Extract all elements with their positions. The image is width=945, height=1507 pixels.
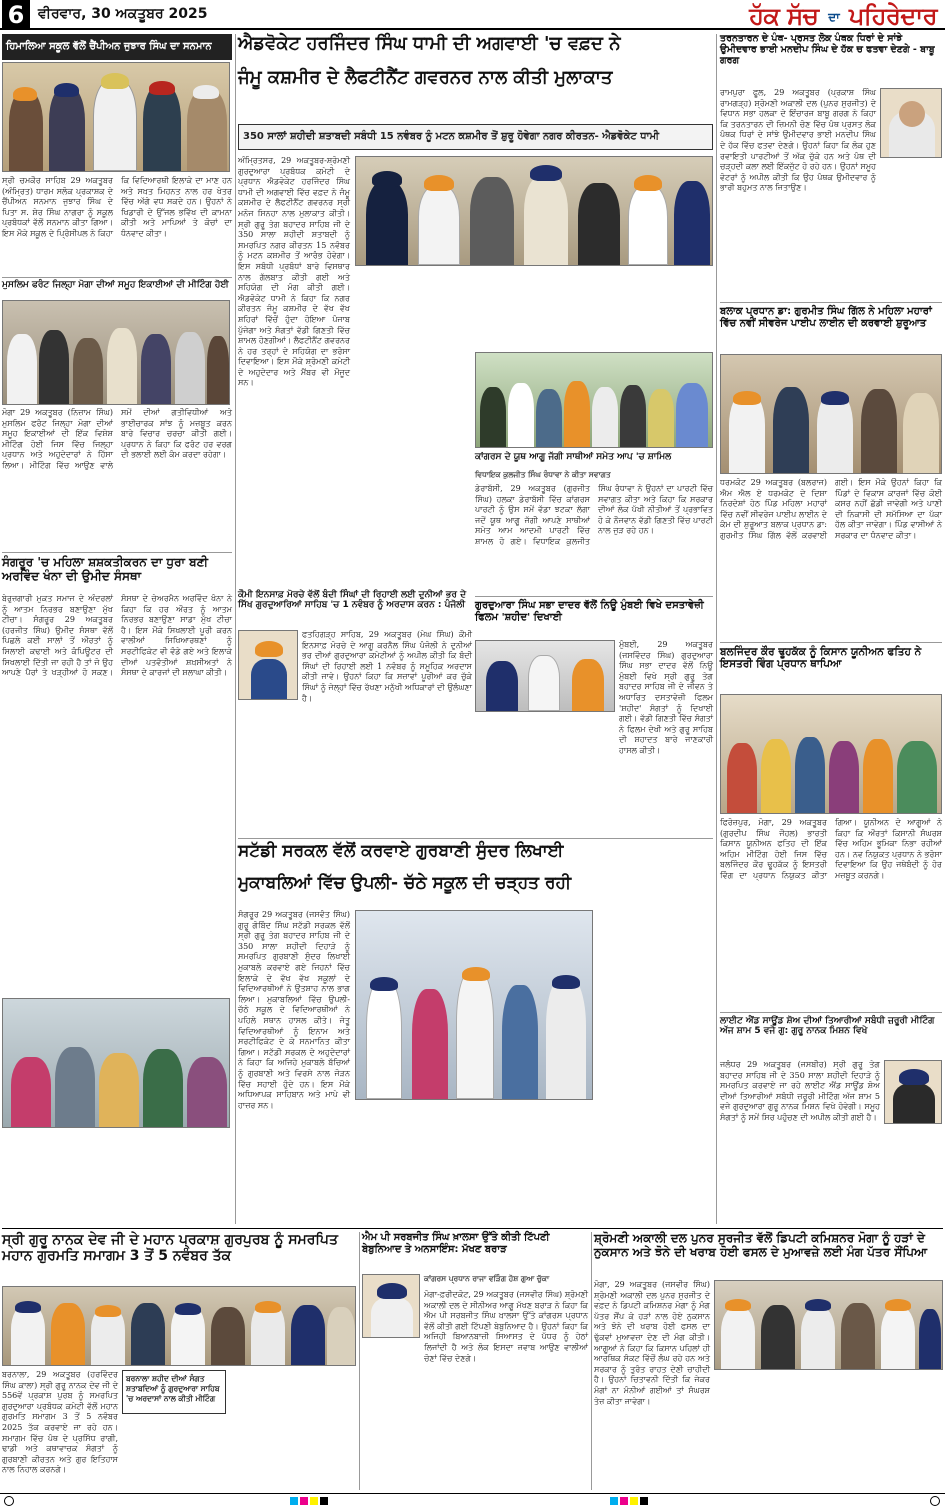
bottom-story3-body-continued (714, 1374, 943, 1490)
registration-mark-icon (4, 1496, 14, 1506)
yellow-swatch (310, 1497, 318, 1505)
lead-subheadline: 350 ਸਾਲਾਂ ਸ਼ਹੀਦੀ ਸ਼ਤਾਬਦੀ ਸਬੰਧੀ 15 ਨਵੰਬਰ ਨੂੰ ਮਟਨ ਕਸ਼ਮੀਰ ਤੋਂ ਸ਼ੁਰੂ ਹੋਵੇਗਾ ਨਗਰ ਕੀਰਤਨ- ਐਡਵੋਕੇਟ ਧਾਮੀ (238, 124, 713, 150)
black-swatch (640, 1497, 648, 1505)
dadar-photo (475, 640, 615, 712)
bottom-story1-headline: ਸ੍ਰੀ ਗੁਰੂ ਨਾਨਕ ਦੇਵ ਜੀ ਦੇ ਮਹਾਨ ਪ੍ਰਕਾਸ਼ ਗੁਰਪੁਰਬ ਨੂੰ ਸਮਰਪਿਤ ਮਹਾਨ ਗੁਰਮਤਿ ਸਮਾਗਮ 3 ਤੋਂ 5 ਨਵੰਬਰ ਤੱਕ (2, 1232, 338, 1265)
right-story4-portrait (884, 1060, 942, 1124)
right-story1-body: ਰਾਮਪੁਰਾ ਫੂਲ, 29 ਅਕਤੂਬਰ (ਪ੍ਰਕਾਸ਼ ਸਿੰਘ ਰਾਮਗੜ੍ਹ) ਸ਼੍ਰੋਮਣੀ ਅਕਾਲੀ ਦਲ (ਪੁਨਰ ਸੁਰਜੀਤ) ਦੇ ਵਿਧਾਨ ਸਭਾ ਹਲਕਾ ਦੇ ਇੰਚਾਰਜ ਬਾਬੂ ਗਰਗ ਨੇ ਕਿਹਾ ਕਿ ਤਰਨਤਾਰਨ ਦੀ ਜ਼ਿਮਨੀ ਚੋਣ ਵਿੱਚ ਪੰਥ ਪ੍ਰਸਤ ਲੋਕ ਪੰਥਕ ਧਿਰਾਂ ਦੇ ਸਾਂਝੇ ਉਮੀਦਵਾਰ ਭਾਈ ਮਨਦੀਪ ਸਿੰਘ ਦੇ ਹੱਕ ਵਿੱਚ ਫਤਵਾ ਦੇਣਗੇ। ਉਹਨਾਂ ਕਿਹਾ ਕਿ ਲੋਕ ਹੁਣ ਰਵਾਇਤੀ ਪਾਰਟੀਆਂ ਤੋਂ ਅੱਕ ਚੁੱਕੇ ਹਨ ਅਤੇ ਪੰਥ ਦੀ ਚੜ੍ਹਦੀ ਕਲਾ ਲਈ ਇੱਕਜੁੱਟ ਹੋ ਰਹੇ ਹਨ। ਉਹਨਾਂ ਸਮੂਹ ਵੋਟਰਾਂ ਨੂੰ ਅਪੀਲ ਕੀਤੀ ਕਿ ਉਹ ਪੰਥਕ ਉਮੀਦਵਾਰ ਨੂੰ ਭਾਰੀ ਬਹੁਮਤ ਨਾਲ ਜਿਤਾਉਣ। (720, 88, 876, 193)
dadar-headline: ਗੁਰਦੁਆਰਾ ਸਿੰਘ ਸਭਾ ਦਾਦਰ ਵੱਲੋਂ ਨਿਊ ਮੁੰਬਈ ਵਿਖੇ ਦਸਤਾਵੇਜ਼ੀ ਫਿਲਮ 'ਸ਼ਹੀਦ' ਦਿਖਾਈ (475, 600, 704, 623)
lead-body: ਅੰਮ੍ਰਿਤਸਰ, 29 ਅਕਤੂਬਰ-ਸ਼੍ਰੋਮਣੀ ਗੁਰਦੁਆਰਾ ਪ੍ਰਬੰਧਕ ਕਮੇਟੀ ਦੇ ਪ੍ਰਧਾਨ ਐਡਵੋਕੇਟ ਹਰਜਿੰਦਰ ਸਿੰਘ ਧਾਮੀ ਦੀ ਅਗਵਾਈ ਵਿੱਚ ਵਫ਼ਦ ਨੇ ਜੰਮੂ ਕਸ਼ਮੀਰ ਦੇ ਲੈਫਟੀਨੈਂਟ ਗਵਰਨਰ ਸ੍ਰੀ ਮਨੋਜ ਸਿਨਹਾ ਨਾਲ ਮੁਲਾਕਾਤ ਕੀਤੀ। ਸ੍ਰੀ ਗੁਰੂ ਤੇਗ ਬਹਾਦਰ ਸਾਹਿਬ ਜੀ ਦੇ 350 ਸਾਲਾ ਸ਼ਹੀਦੀ ਸ਼ਤਾਬਦੀ ਨੂੰ ਸਮਰਪਿਤ ਨਗਰ ਕੀਰਤਨ 15 ਨਵੰਬਰ ਨੂੰ ਮਟਨ ਕਸ਼ਮੀਰ ਤੋਂ ਆਰੰਭ ਹੋਵੇਗਾ। ਇਸ ਸਬੰਧੀ ਪ੍ਰਬੰਧਾਂ ਬਾਰੇ ਵਿਸਥਾਰ ਨਾਲ ਗੱਲਬਾਤ ਕੀਤੀ ਗਈ ਅਤੇ ਸਹਿਯੋਗ ਦੀ ਮੰਗ ਕੀਤੀ ਗਈ। ਐਡਵੋਕੇਟ ਧਾਮੀ ਨੇ ਕਿਹਾ ਕਿ ਨਗਰ ਕੀਰਤਨ ਜੰਮੂ ਕਸ਼ਮੀਰ ਦੇ ਵੱਖ ਵੱਖ ਸ਼ਹਿਰਾਂ ਵਿੱਚੋਂ ਹੁੰਦਾ ਹੋਇਆ ਪੰਜਾਬ ਪੁੱਜੇਗਾ ਅਤੇ ਸੰਗਤਾਂ ਵੱਡੀ ਗਿਣਤੀ ਵਿੱਚ ਸ਼ਾਮਲ ਹੋਣਗੀਆਂ। ਲੈਫਟੀਨੈਂਟ ਗਵਰਨਰ ਨੇ ਹਰ ਤਰ੍ਹਾਂ ਦੇ ਸਹਿਯੋਗ ਦਾ ਭਰੋਸਾ ਦਿਵਾਇਆ। ਇਸ ਮੌਕੇ ਸ਼੍ਰੋਮਣੀ ਕਮੇਟੀ ਦੇ ਅਹੁਦੇਦਾਰ ਅਤੇ ਮੈਂਬਰ ਵੀ ਮੌਜੂਦ ਸਨ। (238, 156, 350, 388)
cyan-swatch (290, 1497, 298, 1505)
right-story3-headline: ਬਲਜਿੰਦਰ ਕੌਰ ਢੂਹਕੱਕ ਨੂੰ ਕਿਸਾਨ ਯੂਨੀਅਨ ਫਤਿਹ ਨੇ ਇਸਤਰੀ ਵਿੰਗ ਪ੍ਰਧਾਨ ਥਾਪਿਆ (720, 646, 922, 671)
bottom-story3-headline: ਸ਼੍ਰੋਮਣੀ ਅਕਾਲੀ ਦਲ ਪੁਨਰ ਸੁਰਜੀਤ ਵੱਲੋਂ ਡਿਪਟੀ ਕਮਿਸ਼ਨਰ ਮੋਗਾ ਨੂੰ ਹੜਾਂ ਦੇ ਨੁਕਸਾਨ ਅਤੇ ਝੋਨੇ ਦੀ ਖਰਾਬ ਹੋਈ ਫਸਲ ਦੇ ਮੁਆਵਜ਼ੇ ਲਈ ਮੰਗ ਪੱਤਰ ਸੌਂਪਿਆ (594, 1231, 927, 1259)
brand-left: ਹੱਕ ਸੱਚ (749, 2, 819, 30)
dadar-body: ਮੁੰਬਈ, 29 ਅਕਤੂਬਰ (ਜਸਵਿੰਦਰ ਸਿੰਘ) ਗੁਰਦੁਆਰਾ ਸਿੰਘ ਸਭਾ ਦਾਦਰ ਵੱਲੋਂ ਨਿਊ ਮੁੰਬਈ ਵਿਖੇ ਸ੍ਰੀ ਗੁਰੂ ਤੇਗ ਬਹਾਦਰ ਸਾਹਿਬ ਜੀ ਦੇ ਜੀਵਨ ਤੇ ਅਧਾਰਿਤ ਦਸਤਾਵੇਜ਼ੀ ਫਿਲਮ 'ਸ਼ਹੀਦ' ਸੰਗਤਾਂ ਨੂੰ ਦਿਖਾਈ ਗਈ। ਵੱਡੀ ਗਿਣਤੀ ਵਿੱਚ ਸੰਗਤਾਂ ਨੇ ਫਿਲਮ ਦੇਖੀ ਅਤੇ ਗੁਰੂ ਸਾਹਿਬ ਦੀ ਸ਼ਹਾਦਤ ਬਾਰੇ ਜਾਣਕਾਰੀ ਹਾਸਲ ਕੀਤੀ। (619, 640, 713, 755)
cyan-swatch (610, 1497, 618, 1505)
black-swatch (320, 1497, 328, 1505)
page-number: 6 (2, 0, 30, 30)
magenta-swatch (620, 1497, 628, 1505)
congress-headline: ਕਾਂਗਰਸ ਦੇ ਯੂਥ ਆਗੂ ਜੱਗੀ ਸਾਥੀਆਂ ਸਮੇਤ ਆਪ 'ਚ ਸ਼ਾਮਿਲ (475, 452, 672, 462)
left-story1-body: ਸ੍ਰੀ ਚਮਕੌਰ ਸਾਹਿਬ 29 ਅਕਤੂਬਰ (ਅੰਮ੍ਰਿਤ) ਧਾਰਮ ਸਲੋਕ ਪ੍ਰਕਾਸ਼ਕ ਦੇ ਚੈਂਪੀਅਨ ਸਨਮਾਨ ਜੁਝਾਰ ਸਿੰਘ ਦੇ ਪਿਤਾ ਸ. ਸ਼ੇਰ ਸਿੰਘ ਨਾਗਰਾ ਨੂੰ ਸਕੂਲ ਪ੍ਰਬੰਧਕਾਂ ਵੱਲੋਂ ਸਨਮਾਨ ਕੀਤਾ ਗਿਆ। ਇਸ ਮੌਕੇ ਸਕੂਲ ਦੇ ਪ੍ਰਿੰਸੀਪਲ ਨੇ ਕਿਹਾ ਕਿ ਵਿਦਿਆਰਥੀ ਇਲਾਕੇ ਦਾ ਮਾਣ ਹਨ ਅਤੇ ਸਖ਼ਤ ਮਿਹਨਤ ਨਾਲ ਹਰ ਖੇਤਰ ਵਿੱਚ ਅੱਗੇ ਵਧ ਸਕਦੇ ਹਨ। ਉਹਨਾਂ ਨੇ ਖਿਡਾਰੀ ਦੇ ਉੱਜਲ ਭਵਿੱਖ ਦੀ ਕਾਮਨਾ ਕੀਤੀ ਅਤੇ ਮਾਪਿਆਂ ਤੇ ਕੋਚਾਂ ਦਾ ਧੰਨਵਾਦ ਕੀਤਾ। (2, 176, 232, 238)
gurbani-headline-line2: ਮੁਕਾਬਲਿਆਂ ਵਿੱਚ ਉਪਲੀ- ਚੱਠੇ ਸਕੂਲ ਦੀ ਚੜ੍ਹਤ ਰਹੀ (238, 873, 572, 893)
bottom-story2-headline: ਐਮ ਪੀ ਸਰਬਜੀਤ ਸਿੰਘ ਖ਼ਾਲਸਾ ਉੱਤੇ ਕੀਤੀ ਟਿੱਪਣੀ ਬੇਬੁਨਿਆਦ ਤੇ ਅਨਸਾਇੰਸ: ਮੱਖਣ ਬਰਾੜ (362, 1232, 550, 1255)
right-story2-photo (720, 354, 942, 474)
gurbani-body-under-photo (355, 1104, 593, 1210)
bottom-story2-sub: ਕਾਂਗਰਸ ਪ੍ਰਧਾਨ ਰਾਜਾ ਵੜਿੰਗ ਹੋਸ਼ ਗੁਆ ਚੁੱਕਾ (424, 1274, 550, 1283)
left-story2-photo (2, 300, 230, 405)
bottom-story1-sub: ਬਰਨਾਲਾ ਸ਼ਹੀਦ ਦੀਆਂ ਸੰਗਤ ਸ਼ਤਾਬਦਿਆਂ ਨੂੰ ਗੁਰਦੁਆਰਾ ਸਾਹਿਬ 'ਚ ਅਰਦਾਸਾਂ ਨਾਲ ਕੀਤੀ ਮੀਟਿੰਗ (122, 1370, 226, 1414)
lead-body-sidebar (355, 374, 471, 614)
left-story3-body: ਬੇਰੁਜ਼ਗਾਰੀ ਮੁਕਤ ਸਮਾਜ ਦੇ ਅੰਦਰਲਾਂ ਨੂੰ ਆਤਮ ਨਿਰਭਰ ਬਣਾਉਣਾ ਮੁੱਖ ਟੀਚਾ। ਸੰਗਰੂਰ 29 ਅਕਤੂਬਰ (ਹਰਜੀਤ ਸਿੰਘ) ਉਮੀਦ ਸੰਸਥਾ ਵੱਲੋਂ ਪਿਛਲੇ ਕਈ ਸਾਲਾਂ ਤੋਂ ਔਰਤਾਂ ਨੂੰ ਸਿਲਾਈ ਕਢਾਈ ਅਤੇ ਕੰਪਿਊਟਰ ਦੀ ਸਿਖਲਾਈ ਦਿੱਤੀ ਜਾ ਰਹੀ ਹੈ ਤਾਂ ਜੋ ਉਹ ਆਪਣੇ ਪੈਰਾਂ ਤੇ ਖੜ੍ਹੀਆਂ ਹੋ ਸਕਣ। ਸੰਸਥਾ ਦੇ ਚੇਅਰਮੈਨ ਅਰਵਿੰਦ ਖੰਨਾ ਨੇ ਕਿਹਾ ਕਿ ਹਰ ਔਰਤ ਨੂੰ ਆਤਮ ਨਿਰਭਰ ਬਣਾਉਣਾ ਸਾਡਾ ਮੁੱਖ ਟੀਚਾ ਹੈ। ਇਸ ਮੌਕੇ ਸਿਖਲਾਈ ਪੂਰੀ ਕਰਨ ਵਾਲੀਆਂ ਸਿਖਿਆਰਥਣਾਂ ਨੂੰ ਸਰਟੀਫਿਕੇਟ ਵੀ ਵੰਡੇ ਗਏ ਅਤੇ ਇਲਾਕੇ ਦੀਆਂ ਪਤਵੰਤੀਆਂ ਸ਼ਖ਼ਸੀਅਤਾਂ ਨੇ ਸੰਸਥਾ ਦੇ ਕਾਰਜਾਂ ਦੀ ਸ਼ਲਾਘਾ ਕੀਤੀ। (2, 594, 232, 678)
right-story3-photo (720, 694, 942, 814)
panjoli-portrait (238, 630, 298, 700)
right-story2-headline: ਬਲਾਕ ਪ੍ਰਧਾਨ ਡਾ: ਗੁਰਮੀਤ ਸਿੰਘ ਗਿੱਲ ਨੇ ਮਹਿਲਾ ਮਹਾਰਾਂ ਵਿੱਚ ਨਵੀਂ ਸੀਵਰੇਜ ਪਾਈਪ ਲਾਈਨ ਦੀ ਕਰਵਾਈ ਸ਼ੁਰੂਆਤ (720, 306, 932, 329)
gurbani-photo (355, 910, 593, 1100)
left-story1-headline: ਹਿਮਾਲਿਆ ਸਕੂਲ ਵੱਲੋਂ ਚੈਂਪੀਅਨ ਜੁਝਾਰ ਸਿੰਘ ਦਾ ਸਨਮਾਨ (6, 41, 212, 52)
brand-right: ਪਹਿਰੇਦਾਰ (849, 2, 937, 30)
congress-subheadline: ਵਿਧਾਇਕ ਕੁਲਜੀਤ ਸਿੰਘ ਰੰਧਾਵਾ ਨੇ ਕੀਤਾ ਸਵਾਗਤ (475, 470, 611, 479)
right-story4-headline: ਲਾਈਟ ਐਂਡ ਸਾਊਂਡ ਸ਼ੋਅ ਦੀਆਂ ਤਿਆਰੀਆਂ ਸਬੰਧੀ ਜ਼ਰੂਰੀ ਮੀਟਿੰਗ ਅੱਜ ਸ਼ਾਮ 5 ਵਜੇ ਗੁ: ਗੁਰੂ ਨਾਨਕ ਮਿਸ਼ਨ ਵਿਖੇ (720, 1016, 935, 1037)
print-registration-bar (0, 1493, 945, 1507)
gurbani-headline-line1: ਸਟੱਡੀ ਸਰਕਲ ਵੱਲੋਂ ਕਰਵਾਏ ਗੁਰਬਾਣੀ ਸੁੰਦਰ ਲਿਖਾਈ (238, 841, 564, 861)
makhan-brar-portrait (362, 1274, 420, 1338)
gurbani-body: ਸੰਗਰੂਰ 29 ਅਕਤੂਬਰ (ਜਸਵੰਤ ਸਿੰਘ) ਗੁਰੂ ਗੋਬਿੰਦ ਸਿੰਘ ਸਟੱਡੀ ਸਰਕਲ ਵੱਲੋਂ ਸ੍ਰੀ ਗੁਰੂ ਤੇਗ ਬਹਾਦਰ ਸਾਹਿਬ ਜੀ ਦੇ 350 ਸਾਲਾ ਸ਼ਹੀਦੀ ਦਿਹਾੜੇ ਨੂੰ ਸਮਰਪਿਤ ਗੁਰਬਾਣੀ ਸੁੰਦਰ ਲਿਖਾਈ ਮੁਕਾਬਲੇ ਕਰਵਾਏ ਗਏ ਜਿਹਨਾਂ ਵਿੱਚ ਇਲਾਕੇ ਦੇ ਵੱਖ ਵੱਖ ਸਕੂਲਾਂ ਦੇ ਵਿਦਿਆਰਥੀਆਂ ਨੇ ਉਤਸ਼ਾਹ ਨਾਲ ਭਾਗ ਲਿਆ। ਮੁਕਾਬਲਿਆਂ ਵਿੱਚ ਉਪਲੀ- ਚੱਠੇ ਸਕੂਲ ਦੇ ਵਿਦਿਆਰਥੀਆਂ ਨੇ ਪਹਿਲੇ ਸਥਾਨ ਹਾਸਲ ਕੀਤੇ। ਜੇਤੂ ਵਿਦਿਆਰਥੀਆਂ ਨੂੰ ਇਨਾਮ ਅਤੇ ਸਰਟੀਫਿਕੇਟ ਦੇ ਕੇ ਸਨਮਾਨਿਤ ਕੀਤਾ ਗਿਆ। ਸਟੱਡੀ ਸਰਕਲ ਦੇ ਅਹੁਦੇਦਾਰਾਂ ਨੇ ਕਿਹਾ ਕਿ ਅਜਿਹੇ ਮੁਕਾਬਲੇ ਬੱਚਿਆਂ ਨੂੰ ਗੁਰਬਾਣੀ ਅਤੇ ਵਿਰਸੇ ਨਾਲ ਜੋੜਨ ਵਿੱਚ ਸਹਾਈ ਹੁੰਦੇ ਹਨ। ਇਸ ਮੌਕੇ ਅਧਿਆਪਕ ਸਾਹਿਬਾਨ ਅਤੇ ਮਾਪੇ ਵੀ ਹਾਜ਼ਰ ਸਨ। (238, 910, 350, 1110)
registration-mark-icon (930, 1496, 940, 1506)
brand-connector: ਦਾ (828, 9, 840, 24)
gurbani-body-continued (597, 910, 713, 1210)
congress-body: ਡੇਰਾਬੱਸੀ, 29 ਅਕਤੂਬਰ (ਗੁਰਜੀਤ ਸਿੰਘ) ਹਲਕਾ ਡੇਰਾਬੱਸੀ ਵਿੱਚ ਕਾਂਗਰਸ ਪਾਰਟੀ ਨੂੰ ਉਸ ਸਮੇਂ ਵੱਡਾ ਝਟਕਾ ਲੱਗਾ ਜਦੋਂ ਯੂਥ ਆਗੂ ਜੱਗੀ ਆਪਣੇ ਸਾਥੀਆਂ ਸਮੇਤ ਆਮ ਆਦਮੀ ਪਾਰਟੀ ਵਿੱਚ ਸ਼ਾਮਲ ਹੋ ਗਏ। ਵਿਧਾਇਕ ਕੁਲਜੀਤ ਸਿੰਘ ਰੰਧਾਵਾ ਨੇ ਉਹਨਾਂ ਦਾ ਪਾਰਟੀ ਵਿੱਚ ਸਵਾਗਤ ਕੀਤਾ ਅਤੇ ਕਿਹਾ ਕਿ ਸਰਕਾਰ ਦੀਆਂ ਲੋਕ ਪੱਖੀ ਨੀਤੀਆਂ ਤੋਂ ਪ੍ਰਭਾਵਿਤ ਹੋ ਕੇ ਨੌਜਵਾਨ ਵੱਡੀ ਗਿਣਤੀ ਵਿੱਚ ਪਾਰਟੀ ਨਾਲ ਜੁੜ ਰਹੇ ਹਨ। (475, 484, 713, 546)
magenta-swatch (300, 1497, 308, 1505)
right-story4-body: ਜਲੰਧਰ 29 ਅਕਤੂਬਰ (ਜਸਬੀਰ) ਸ੍ਰੀ ਗੁਰੂ ਤੇਗ ਬਹਾਦਰ ਸਾਹਿਬ ਜੀ ਦੇ 350 ਸਾਲਾ ਸ਼ਹੀਦੀ ਦਿਹਾੜੇ ਨੂੰ ਸਮਰਪਿਤ ਕਰਵਾਏ ਜਾ ਰਹੇ ਲਾਈਟ ਐਂਡ ਸਾਊਂਡ ਸ਼ੋਅ ਦੀਆਂ ਤਿਆਰੀਆਂ ਸਬੰਧੀ ਜ਼ਰੂਰੀ ਮੀਟਿੰਗ ਅੱਜ ਸ਼ਾਮ 5 ਵਜੇ ਗੁਰਦੁਆਰਾ ਗੁਰੂ ਨਾਨਕ ਮਿਸ਼ਨ ਵਿਖੇ ਹੋਵੇਗੀ। ਸਮੂਹ ਸੰਗਤਾਂ ਨੂੰ ਸਮੇਂ ਸਿਰ ਪਹੁੰਚਣ ਦੀ ਅਪੀਲ ਕੀਤੀ ਗਈ ਹੈ। (720, 1060, 880, 1122)
babu-garg-portrait (880, 88, 942, 158)
left-story2-headline: ਮੁਸਲਿਮ ਫਰੰਟ ਜਿਲ੍ਹਾ ਮੋਗਾ ਦੀਆਂ ਸਮੂਹ ਇਕਾਈਆਂ ਦੀ ਮੀਟਿੰਗ ਹੋਈ (2, 280, 229, 290)
masthead (0, 0, 945, 30)
bottom-story2-body: ਮੋਗਾ-ਫ਼ਰੀਦਕੋਟ, 29 ਅਕਤੂਬਰ (ਜਸਵੀਰ ਸਿੰਘ) ਸ਼੍ਰੋਮਣੀ ਅਕਾਲੀ ਦਲ ਦੇ ਸੀਨੀਅਰ ਆਗੂ ਮੱਖਣ ਬਰਾੜ ਨੇ ਕਿਹਾ ਕਿ ਐਮ ਪੀ ਸਰਬਜੀਤ ਸਿੰਘ ਖ਼ਾਲਸਾ ਉੱਤੇ ਕਾਂਗਰਸ ਪ੍ਰਧਾਨ ਵੱਲੋਂ ਕੀਤੀ ਗਈ ਟਿੱਪਣੀ ਬੇਬੁਨਿਆਦ ਹੈ। ਉਹਨਾਂ ਕਿਹਾ ਕਿ ਅਜਿਹੀ ਬਿਆਨਬਾਜ਼ੀ ਸਿਆਸਤ ਦੇ ਪੱਧਰ ਨੂੰ ਹੇਠਾਂ ਲਿਜਾਂਦੀ ਹੈ ਅਤੇ ਲੋਕ ਇਸਦਾ ਜਵਾਬ ਆਉਣ ਵਾਲੀਆਂ ਚੋਣਾਂ ਵਿੱਚ ਦੇਣਗੇ। (424, 1290, 588, 1363)
left-story2-body: ਮੋਗਾ 29 ਅਕਤੂਬਰ (ਨਿਜ਼ਾਮ ਸਿੰਘ) ਮੁਸਲਿਮ ਫਰੰਟ ਜਿਲ੍ਹਾ ਮੋਗਾ ਦੀਆਂ ਸਮੂਹ ਇਕਾਈਆਂ ਦੀ ਇੱਕ ਵਿਸ਼ੇਸ਼ ਮੀਟਿੰਗ ਹੋਈ ਜਿਸ ਵਿੱਚ ਜਿਲ੍ਹਾ ਪ੍ਰਧਾਨ ਅਤੇ ਅਹੁਦੇਦਾਰਾਂ ਨੇ ਹਿੱਸਾ ਲਿਆ। ਮੀਟਿੰਗ ਵਿੱਚ ਆਉਣ ਵਾਲੇ ਸਮੇਂ ਦੀਆਂ ਗਤੀਵਿਧੀਆਂ ਅਤੇ ਭਾਈਚਾਰਕ ਸਾਂਝ ਨੂੰ ਮਜ਼ਬੂਤ ਕਰਨ ਬਾਰੇ ਵਿਚਾਰ ਚਰਚਾ ਕੀਤੀ ਗਈ। ਪ੍ਰਧਾਨ ਨੇ ਕਿਹਾ ਕਿ ਫਰੰਟ ਹਰ ਵਰਗ ਦੀ ਭਲਾਈ ਲਈ ਕੰਮ ਕਰਦਾ ਰਹੇਗਾ। (2, 408, 232, 470)
congress-photo (475, 352, 713, 448)
bottom-story3-photo (714, 1280, 943, 1370)
newspaper-brand (749, 2, 937, 30)
bottom-story1-photo (2, 1286, 356, 1366)
left-story1-headline-box (2, 34, 232, 60)
left-story1-photo (2, 62, 230, 172)
bottom-story1-body-continued (230, 1370, 356, 1490)
date-line: ਵੀਰਵਾਰ, 30 ਅਕਤੂਬਰ 2025 (38, 6, 208, 22)
yellow-swatch (630, 1497, 638, 1505)
panjoli-body: ਫਤਹਿਗੜ੍ਹ ਸਾਹਿਬ, 29 ਅਕਤੂਬਰ (ਮੇਘ ਸਿੰਘ) ਕੌਮੀ ਇਨਸਾਫ਼ ਮੋਰਚੇ ਦੇ ਆਗੂ ਕਰਨੈਲ ਸਿੰਘ ਪੰਜੋਲੀ ਨੇ ਦੁਨੀਆਂ ਭਰ ਦੀਆਂ ਗੁਰਦੁਆਰਾ ਕਮੇਟੀਆਂ ਨੂੰ ਅਪੀਲ ਕੀਤੀ ਕਿ ਬੰਦੀ ਸਿੰਘਾਂ ਦੀ ਰਿਹਾਈ ਲਈ 1 ਨਵੰਬਰ ਨੂੰ ਸਮੂਹਿਕ ਅਰਦਾਸ ਕੀਤੀ ਜਾਵੇ। ਉਹਨਾਂ ਕਿਹਾ ਕਿ ਸਜ਼ਾਵਾਂ ਪੂਰੀਆਂ ਕਰ ਚੁੱਕੇ ਸਿੰਘਾਂ ਨੂੰ ਜੇਲ੍ਹਾਂ ਵਿੱਚ ਰੱਖਣਾ ਮਨੁੱਖੀ ਅਧਿਕਾਰਾਂ ਦੀ ਉਲੰਘਣਾ ਹੈ। (302, 630, 472, 703)
lead-headline-line1: ਐਡਵੋਕੇਟ ਹਰਜਿੰਦਰ ਸਿੰਘ ਧਾਮੀ ਦੀ ਅਗਵਾਈ 'ਚ ਵਫ਼ਦ ਨੇ (238, 33, 621, 54)
left-story3-photo (2, 998, 230, 1128)
right-story2-body: ਧਰਮਕੋਟ 29 ਅਕਤੂਬਰ (ਬਲਰਾਜ) ਐਮ ਐਲ ਏ ਧਰਮਕੋਟ ਦੇ ਦਿਸ਼ਾ ਨਿਰਦੇਸ਼ਾਂ ਹੇਠ ਪਿੰਡ ਮਹਿਲਾ ਮਹਾਰਾਂ ਵਿੱਚ ਨਵੀਂ ਸੀਵਰੇਜ ਪਾਈਪ ਲਾਈਨ ਦੇ ਕੰਮ ਦੀ ਸ਼ੁਰੂਆਤ ਬਲਾਕ ਪ੍ਰਧਾਨ ਡਾ: ਗੁਰਮੀਤ ਸਿੰਘ ਗਿੱਲ ਵੱਲੋਂ ਕਰਵਾਈ ਗਈ। ਇਸ ਮੌਕੇ ਉਹਨਾਂ ਕਿਹਾ ਕਿ ਪਿੰਡਾਂ ਦੇ ਵਿਕਾਸ ਕਾਰਜਾਂ ਵਿੱਚ ਕੋਈ ਕਸਰ ਨਹੀਂ ਛੱਡੀ ਜਾਵੇਗੀ ਅਤੇ ਪਾਣੀ ਦੀ ਨਿਕਾਸੀ ਦੀ ਸਮੱਸਿਆ ਦਾ ਪੱਕਾ ਹੱਲ ਕੀਤਾ ਜਾਵੇਗਾ। ਪਿੰਡ ਵਾਸੀਆਂ ਨੇ ਸਰਕਾਰ ਦਾ ਧੰਨਵਾਦ ਕੀਤਾ। (720, 478, 942, 540)
panjoli-headline: ਕੌਮੀ ਇਨਸਾਫ਼ ਮੋਰਚੇ ਵੱਲੋਂ ਬੰਦੀ ਸਿੰਘਾਂ ਦੀ ਰਿਹਾਈ ਲਈ ਦੁਨੀਆਂ ਭਰ ਦੇ ਸਿੱਖ ਗੁਰਦੁਆਰਿਆਂ ਸਾਹਿਬ 'ਚ 1 ਨਵੰਬਰ ਨੂੰ ਅਰਦਾਸ ਕਰਨ : ਪੰਜੋਲੀ (238, 590, 467, 611)
right-story3-body: ਫਿਰੋਜ਼ਪੁਰ, ਮੋਗਾ, 29 ਅਕਤੂਬਰ (ਗੁਰਦੀਪ ਸਿੰਘ ਜੌਹਲ) ਭਾਰਤੀ ਕਿਸਾਨ ਯੂਨੀਅਨ ਫਤਿਹ ਦੀ ਇੱਕ ਅਹਿਮ ਮੀਟਿੰਗ ਹੋਈ ਜਿਸ ਵਿੱਚ ਬਲਜਿੰਦਰ ਕੌਰ ਢੂਹਕੱਕ ਨੂੰ ਇਸਤਰੀ ਵਿੰਗ ਦਾ ਪ੍ਰਧਾਨ ਨਿਯੁਕਤ ਕੀਤਾ ਗਿਆ। ਯੂਨੀਅਨ ਦੇ ਆਗੂਆਂ ਨੇ ਕਿਹਾ ਕਿ ਔਰਤਾਂ ਕਿਸਾਨੀ ਸੰਘਰਸ਼ ਵਿੱਚ ਅਹਿਮ ਭੂਮਿਕਾ ਨਿਭਾ ਰਹੀਆਂ ਹਨ। ਨਵ ਨਿਯੁਕਤ ਪ੍ਰਧਾਨ ਨੇ ਭਰੋਸਾ ਦਿਵਾਇਆ ਕਿ ਉਹ ਜਥੇਬੰਦੀ ਨੂੰ ਹੋਰ ਮਜ਼ਬੂਤ ਕਰਨਗੇ। (720, 818, 942, 880)
bottom-story1-body: ਬਰਨਾਲਾ, 29 ਅਕਤੂਬਰ (ਹਰਵਿੰਦਰ ਸਿੰਘ ਕਾਲਾ) ਸ੍ਰੀ ਗੁਰੂ ਨਾਨਕ ਦੇਵ ਜੀ ਦੇ 556ਵੇਂ ਪ੍ਰਕਾਸ਼ ਪੁਰਬ ਨੂੰ ਸਮਰਪਿਤ ਗੁਰਦੁਆਰਾ ਪ੍ਰਬੰਧਕ ਕਮੇਟੀ ਵੱਲੋਂ ਮਹਾਨ ਗੁਰਮਤਿ ਸਮਾਗਮ 3 ਤੋਂ 5 ਨਵੰਬਰ 2025 ਤੱਕ ਕਰਵਾਏ ਜਾ ਰਹੇ ਹਨ। ਸਮਾਗਮ ਵਿੱਚ ਪੰਥ ਦੇ ਪ੍ਰਸਿੱਧ ਰਾਗੀ, ਢਾਡੀ ਅਤੇ ਕਥਾਵਾਚਕ ਸੰਗਤਾਂ ਨੂੰ ਗੁਰਬਾਣੀ ਕੀਰਤਨ ਅਤੇ ਗੁਰ ਇਤਿਹਾਸ ਨਾਲ ਨਿਹਾਲ ਕਰਨਗੇ। (2, 1370, 118, 1475)
bottom-story3-body: ਮੋਗਾ, 29 ਅਕਤੂਬਰ (ਜਸਵੀਰ ਸਿੰਘ) ਸ਼੍ਰੋਮਣੀ ਅਕਾਲੀ ਦਲ ਪੁਨਰ ਸੁਰਜੀਤ ਦੇ ਵਫ਼ਦ ਨੇ ਡਿਪਟੀ ਕਮਿਸ਼ਨਰ ਮੋਗਾ ਨੂੰ ਮੰਗ ਪੱਤਰ ਸੌਂਪ ਕੇ ਹੜਾਂ ਨਾਲ ਹੋਏ ਨੁਕਸਾਨ ਅਤੇ ਝੋਨੇ ਦੀ ਖਰਾਬ ਹੋਈ ਫਸਲ ਦਾ ਢੁੱਕਵਾਂ ਮੁਆਵਜ਼ਾ ਦੇਣ ਦੀ ਮੰਗ ਕੀਤੀ। ਆਗੂਆਂ ਨੇ ਕਿਹਾ ਕਿ ਕਿਸਾਨ ਪਹਿਲਾਂ ਹੀ ਆਰਥਿਕ ਸੰਕਟ ਵਿੱਚੋਂ ਲੰਘ ਰਹੇ ਹਨ ਅਤੇ ਸਰਕਾਰ ਨੂੰ ਤੁਰੰਤ ਰਾਹਤ ਦੇਣੀ ਚਾਹੀਦੀ ਹੈ। ਉਹਨਾਂ ਚਿਤਾਵਨੀ ਦਿੱਤੀ ਕਿ ਜੇਕਰ ਮੰਗਾਂ ਨਾ ਮੰਨੀਆਂ ਗਈਆਂ ਤਾਂ ਸੰਘਰਸ਼ ਤੇਜ਼ ਕੀਤਾ ਜਾਵੇਗਾ। (594, 1280, 710, 1406)
left-story3-headline: ਸੰਗਰੂਰ 'ਚ ਮਹਿਲਾ ਸ਼ਸ਼ਕਤੀਕਰਨ ਦਾ ਧੁਰਾ ਬਣੀ ਅਰਵਿੰਦ ਖੰਨਾ ਦੀ ਉਮੀਦ ਸੰਸਥਾ (2, 555, 209, 583)
right-story1-headline: ਤਰਨਤਾਰਨ ਦੇ ਪੰਥ- ਪ੍ਰਸਤ ਲੋਕ ਪੰਥਕ ਧਿਰਾਂ ਦੇ ਸਾਂਝੇ ਉਮੀਦਵਾਰ ਭਾਈ ਮਨਦੀਪ ਸਿੰਘ ਦੇ ਹੱਕ ਚ ਫਤਵਾ ਦੇਣਗੇ - ਬਾਬੂ ਗਰਗ (720, 33, 935, 66)
lead-headline-line2: ਜੰਮੂ ਕਸ਼ਮੀਰ ਦੇ ਲੈਫਟੀਨੈਂਟ ਗਵਰਨਰ ਨਾਲ ਕੀਤੀ ਮੁਲਾਕਾਤ (238, 67, 613, 88)
lead-photo (355, 156, 713, 266)
